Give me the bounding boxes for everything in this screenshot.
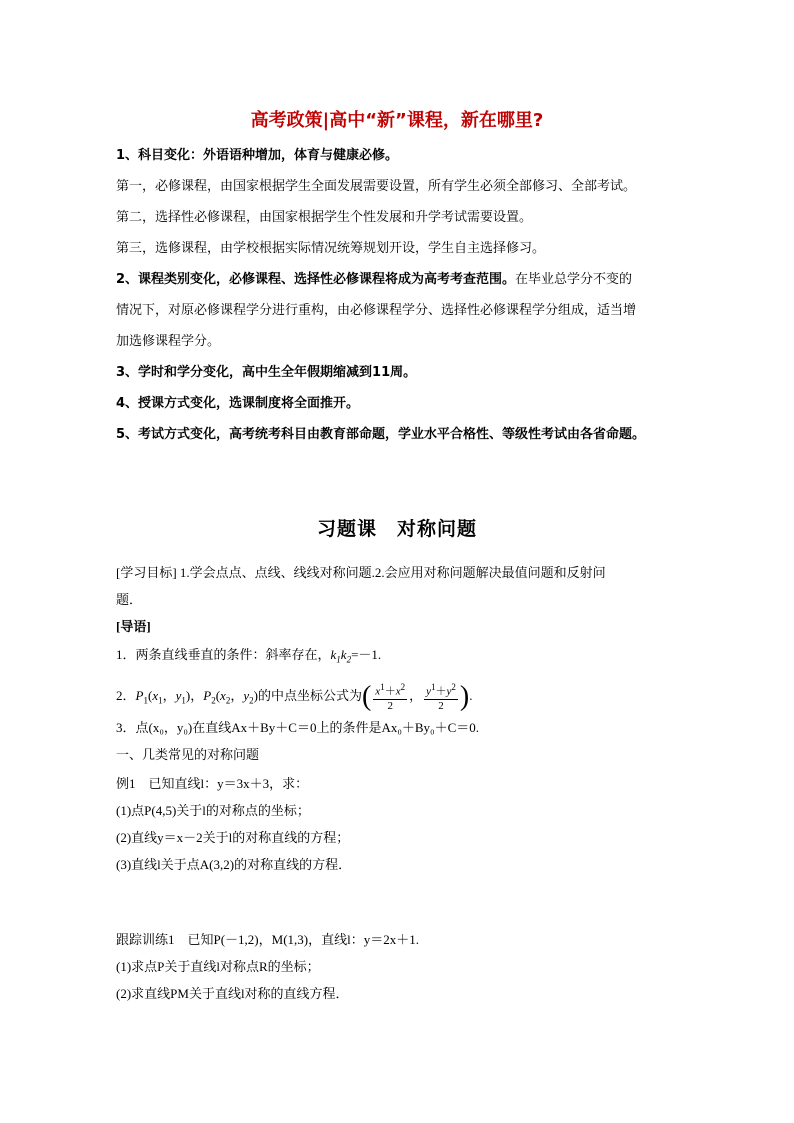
- policy-title: 高考政策|高中“新”课程，新在哪里?: [250, 110, 544, 131]
- midpoint-x-fraction: $\frac{x^1+x^2}{2}$: [375, 682, 406, 712]
- training-1: 跟踪训练1 已知P(－1,2)，M(1,3)，直线l：y＝2x＋1.: [116, 932, 419, 947]
- lesson-title: 习题课 对称问题: [316, 518, 477, 540]
- policy-paragraph-3: 第三，选修课程，由学校根据实际情况统筹规划开设，学生自主选择修习。: [116, 241, 546, 256]
- policy-item-4: 4、授课方式变化，选课制度将全面推开。: [116, 396, 360, 411]
- guide-item-2-num: 2．: [116, 687, 136, 703]
- policy-item-3: 3、学时和学分变化，高中生全年假期缩减到11周。: [116, 365, 417, 380]
- example-1: 例1 已知直线l：y＝3x＋3，求：: [116, 776, 309, 791]
- policy-item-2-line1: [116, 270, 686, 290]
- policy-item-1: 1、科目变化：外语语种增加，体育与健康必修。: [116, 148, 399, 163]
- learning-goal-line1: [116, 563, 686, 583]
- learning-goal-label: [学习目标]: [116, 565, 177, 580]
- learning-goal-text: 1.学会点点、点线、线线对称问题.2.会应用对称问题解决最值问题和反射问: [179, 565, 606, 580]
- training-1-part-1: (1)求点P关于直线l对称点R的坐标；: [116, 959, 320, 974]
- example-1-part-2: (2)直线y＝x－2关于l的对称直线的方程；: [116, 830, 350, 845]
- policy-paragraph-2: 第二，选择性必修课程，由国家根据学生个性发展和升学考试需要设置。: [116, 210, 533, 225]
- section-heading-1: 一、几类常见的对称问题: [116, 747, 260, 762]
- policy-paragraph-1: 第一，必修课程，由国家根据学生全面发展需要设置，所有学生必须全部修习、全部考试。: [116, 179, 637, 194]
- point-p1: P: [135, 687, 144, 703]
- policy-item-2-line3: 加选修课程学分。: [116, 334, 221, 349]
- example-1-part-3: (3)直线l关于点A(3,2)的对称直线的方程．: [116, 857, 352, 872]
- guide-item-3: 3．点(x₀，y₀)在直线Ax＋By＋C＝0上的条件是Ax₀＋By₀＋C＝0.: [116, 720, 479, 735]
- guide-item-1-tail: =－1.: [351, 647, 382, 662]
- guide-item-1: [116, 645, 686, 670]
- learning-goal-line2: 题．: [116, 592, 143, 607]
- policy-item-2-line2: 情况下，对原必修课程学分进行重构，由必修课程学分、选择性必修课程学分组成，适当增: [116, 303, 637, 318]
- midpoint-y-fraction: $\frac{y^1+y^2}{2}$: [426, 682, 456, 712]
- guide-item-2: 2．$P_1(x_1$，$y_1$)，$P_2(x_2$，$y_2$)的中点坐标公式为( $\frac{x^1+x^2}{2}$ ， $\frac{y^1+y^2}{2}$ ).: [116, 680, 473, 712]
- guide-label: [导语]: [116, 619, 151, 634]
- policy-item-2-bold: 2、课程类别变化，必修课程、选择性必修课程将成为高考考查范围。: [116, 272, 516, 287]
- policy-item-2-rest: 在毕业总学分不变的: [515, 272, 633, 287]
- guide-item-1-text: 1．两条直线垂直的条件：斜率存在，: [116, 647, 331, 662]
- policy-item-5: 5、考试方式变化，高考统考科目由教育部命题，学业水平合格性、等级性考试由各省命题。: [116, 427, 646, 442]
- slope-product: $k_1k_2$: [330, 647, 352, 665]
- example-1-part-1: (1)点P(4,5)关于l的对称点的坐标；: [116, 803, 310, 818]
- training-1-part-2: (2)求直线PM关于直线l对称的直线方程．: [116, 986, 349, 1001]
- guide-item-2-text: 的中点坐标公式为: [257, 687, 362, 703]
